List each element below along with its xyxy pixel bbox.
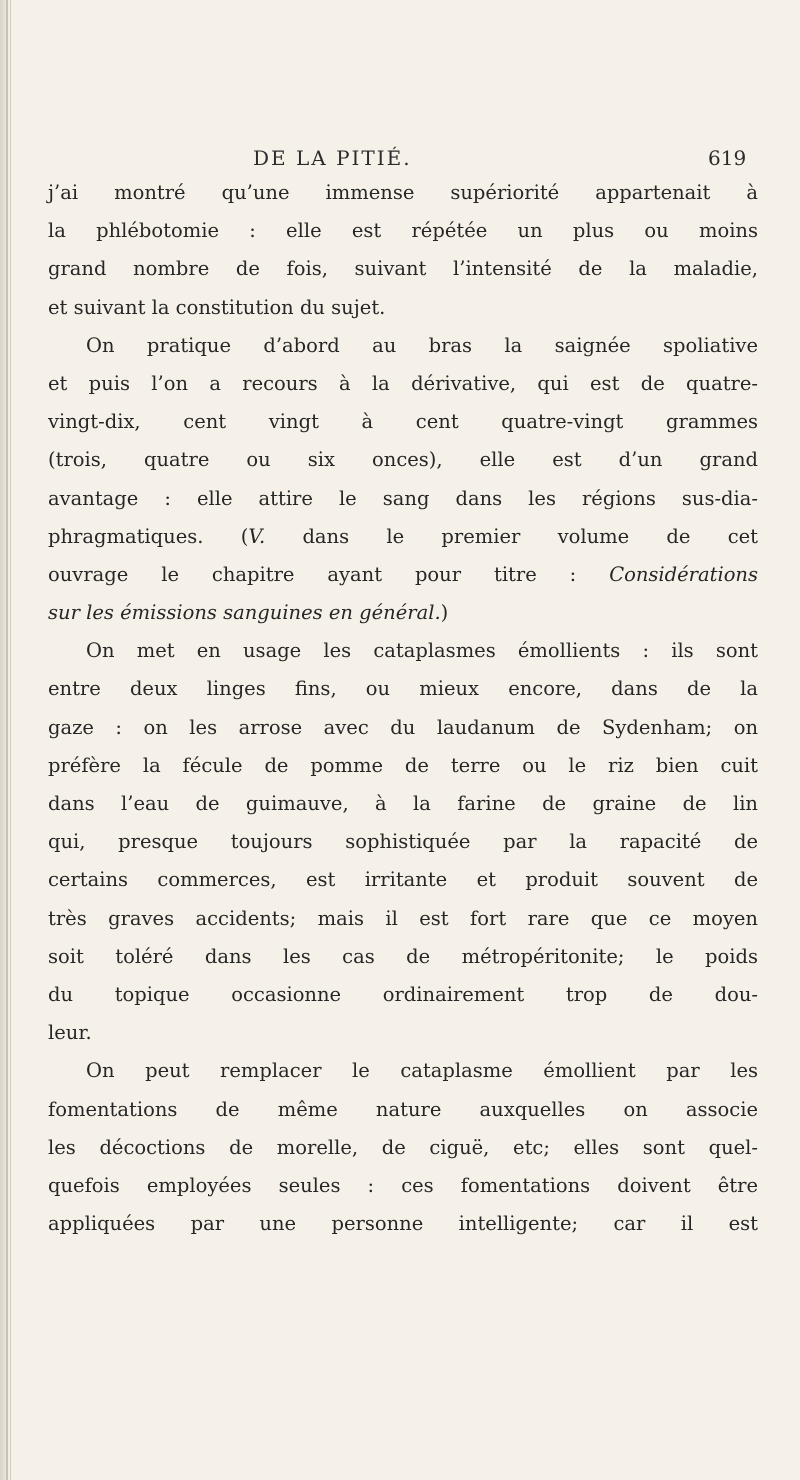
italic-text: Considérations bbox=[609, 562, 758, 586]
text-span: ouvrage le chapitre ayant pour titre : bbox=[48, 562, 610, 586]
text-line: gaze : on les arrose avec du laudanum de Sydenham; on bbox=[48, 715, 758, 739]
italic-text: sur les émissions sanguines en général. bbox=[48, 601, 441, 625]
text-line: leur. bbox=[48, 1021, 92, 1045]
text-line: entre deux linges fins, ou mieux encore, dans de la bbox=[48, 677, 758, 701]
text-line bbox=[48, 594, 758, 632]
italic-text: V. bbox=[248, 524, 266, 548]
text-span: dans le premier volume de cet bbox=[265, 524, 758, 548]
text-line: fomentations de même nature auxquelles on associe bbox=[48, 1097, 758, 1121]
text-line: vingt-dix, cent vingt à cent quatre-vingt grammes bbox=[48, 410, 758, 434]
running-head: DE LA PITIÉ. bbox=[253, 146, 412, 170]
text-line: grand nombre de fois, suivant l’intensité de la maladie, bbox=[48, 257, 758, 281]
text-line: j’ai montré qu’une immense supériorité appartenait à bbox=[48, 181, 758, 204]
text-line: préfère la fécule de pomme de terre ou le riz bien cuit bbox=[48, 753, 758, 777]
text-line: avantage : elle attire le sang dans les régions sus-dia- bbox=[48, 486, 758, 510]
page-binding-edge bbox=[0, 0, 11, 1480]
text-line: qui, presque toujours sophistiquée par la rapacité de bbox=[48, 830, 758, 854]
text-line: dans l’eau de guimauve, à la farine de graine de lin bbox=[48, 792, 758, 815]
text-line: On peut remplacer le cataplasme émollient par les bbox=[86, 1059, 758, 1083]
text-line: du topique occasionne ordinairement trop de dou- bbox=[48, 982, 758, 1006]
text-span: ) bbox=[440, 601, 449, 625]
text-line: quefois employées seules : ces fomentations doivent être bbox=[48, 1173, 758, 1197]
text-span: phragmatiques. ( bbox=[48, 524, 249, 548]
text-line: On pratique d’abord au bras la saignée spoliative bbox=[86, 333, 758, 357]
text-line bbox=[48, 518, 758, 556]
text-line: soit toléré dans les cas de métropéritonite; le poids bbox=[48, 944, 758, 968]
text-line: et suivant la constitution du sujet. bbox=[48, 295, 386, 319]
text-line: certains commerces, est irritante et produit souvent de bbox=[48, 868, 758, 892]
text-line: appliquées par une personne intelligente; car il est bbox=[48, 1212, 758, 1236]
text-line: très graves accidents; mais il est fort rare que ce moyen bbox=[48, 906, 758, 930]
text-line: et puis l’on a recours à la dérivative, qui est de quatre- bbox=[48, 371, 758, 395]
text-line bbox=[48, 556, 758, 594]
page-header bbox=[0, 146, 800, 176]
body-text bbox=[48, 174, 758, 1243]
page-number: 619 bbox=[708, 146, 747, 170]
text-line: les décoctions de morelle, de ciguë, etc; elles sont quel- bbox=[48, 1135, 758, 1159]
text-line: On met en usage les cataplasmes émollients : ils sont bbox=[86, 639, 758, 663]
text-line: (trois, quatre ou six onces), elle est d’un grand bbox=[48, 448, 758, 472]
text-line: la phlébotomie : elle est répétée un plus ou moins bbox=[48, 219, 758, 243]
